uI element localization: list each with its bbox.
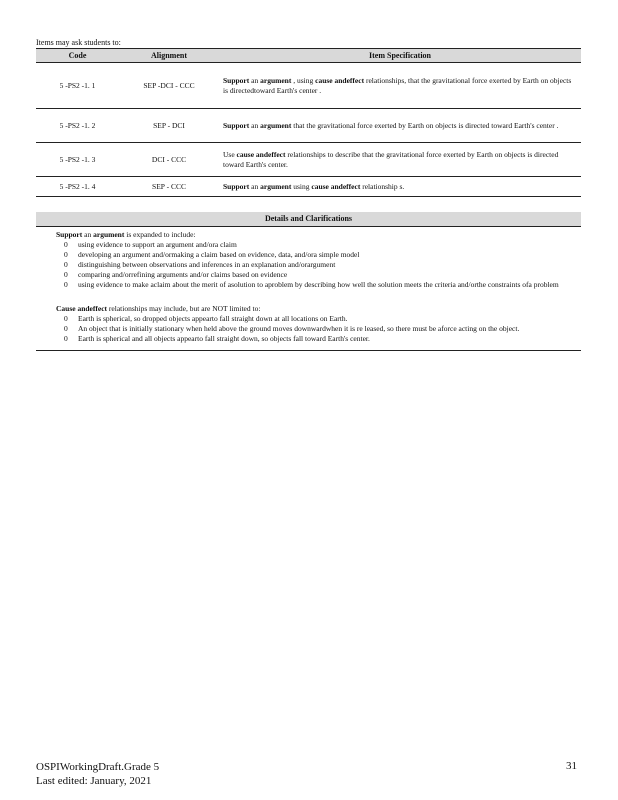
code-header: Code xyxy=(36,49,119,63)
spec-text: an xyxy=(249,120,261,130)
details-heading: Details and Clarifications xyxy=(36,212,581,227)
spec-bold: argument xyxy=(260,120,292,130)
row-alignment: SEP - CCC xyxy=(119,177,219,197)
alignment-header: Alignment xyxy=(119,49,219,63)
support-argument-group xyxy=(36,230,581,290)
spec-bold: Support xyxy=(223,181,250,191)
group-heading xyxy=(36,304,581,314)
table-row xyxy=(36,177,581,197)
heading-text: an xyxy=(82,230,94,239)
heading-bold: Support xyxy=(56,230,83,239)
row-code: 5 -PS2 -1. 4 xyxy=(36,177,119,197)
spec-text: relationships to describe that the gravitational force exerted by Earth on objects is directed toward Earth's center. xyxy=(223,149,559,169)
heading-bold: argument xyxy=(93,230,125,239)
intro-text: Items may ask students to: xyxy=(36,38,121,47)
footer xyxy=(36,760,159,788)
list-item: 0 Earth is spherical, so dropped objects appearto fall straight down at all locations on Earth. xyxy=(64,314,581,324)
row-spec xyxy=(219,143,581,177)
spec-bold: andeffect xyxy=(334,75,365,85)
footer-title: OSPIWorkingDraft.Grade 5 xyxy=(36,761,160,773)
spec-bold: argument xyxy=(260,181,292,191)
details-section xyxy=(36,212,581,351)
spec-bold: andeffect xyxy=(255,149,286,159)
spec-bold: cause xyxy=(236,149,255,159)
row-code: 5 -PS2 -1. 3 xyxy=(36,143,119,177)
spec-text: Use xyxy=(223,149,237,159)
spec-text: an xyxy=(249,181,261,191)
row-code: 5 -PS2 -1. 2 xyxy=(36,109,119,143)
spec-bold: Support xyxy=(223,120,250,130)
item-specification-table xyxy=(36,48,581,197)
table-header-row xyxy=(36,49,581,63)
spec-bold: andeffect xyxy=(330,181,361,191)
spec-text: that the gravitational force exerted by Earth on objects is directed toward Earth's center . xyxy=(291,120,559,130)
table-row xyxy=(36,109,581,143)
support-argument-list xyxy=(36,240,581,290)
row-code: 5 -PS2 -1. 1 xyxy=(36,63,119,109)
list-item: 0 using evidence to make aclaim about the merit of asolution to aproblem by describing how well the solution meets the criteria and/orthe constraints ofa problem xyxy=(64,280,581,290)
table-row xyxy=(36,143,581,177)
list-item: 0 using evidence to support an argument and/ora claim xyxy=(64,240,581,250)
spec-header: Item Specification xyxy=(219,49,581,63)
row-alignment: SEP - DCI xyxy=(119,109,219,143)
spec-bold: cause xyxy=(311,181,329,191)
heading-bold: andeffect xyxy=(77,304,108,313)
heading-text: relationships may include, but are NOT limited to: xyxy=(107,304,261,313)
spec-text: using xyxy=(291,181,312,191)
cause-effect-list xyxy=(36,314,581,344)
spec-text: , using xyxy=(291,75,316,85)
list-item: 0 distinguishing between observations and inferences in an explanation and/orargument xyxy=(64,260,581,270)
list-item: 0 An object that is initially stationary when held above the ground moves downwardwhen it is re leased, so there must be aforce acting on the object. xyxy=(64,324,581,334)
list-item: 0 Earth is spherical and all objects appearto fall straight down, so objects fall toward Earth's center. xyxy=(64,334,581,344)
spec-text: relationship s. xyxy=(360,181,405,191)
row-alignment: DCI - CCC xyxy=(119,143,219,177)
row-spec xyxy=(219,63,581,109)
cause-effect-group xyxy=(36,304,581,344)
footer-edited: Last edited: January, 2021 xyxy=(36,775,152,787)
list-item: 0 developing an argument and/ormaking a claim based on evidence, data, and/ora simple model xyxy=(64,250,581,260)
spec-bold: argument xyxy=(260,75,292,85)
group-heading xyxy=(36,230,581,240)
table-row xyxy=(36,63,581,109)
spec-bold: Support xyxy=(223,75,250,85)
row-spec xyxy=(219,109,581,143)
heading-text: is expanded to include: xyxy=(124,230,196,239)
row-alignment: SEP -DCI - CCC xyxy=(119,63,219,109)
spec-text: an xyxy=(249,75,261,85)
spec-bold: cause xyxy=(315,75,333,85)
heading-bold: Cause xyxy=(56,304,76,313)
page-number: 31 xyxy=(566,760,577,772)
row-spec xyxy=(219,177,581,197)
spec-text: relationships, that the gravitational force exerted by Earth on objects is directedtoward Earth's center . xyxy=(223,75,572,95)
list-item: 0 comparing and/orrefining arguments and/or claims based on evidence xyxy=(64,270,581,280)
